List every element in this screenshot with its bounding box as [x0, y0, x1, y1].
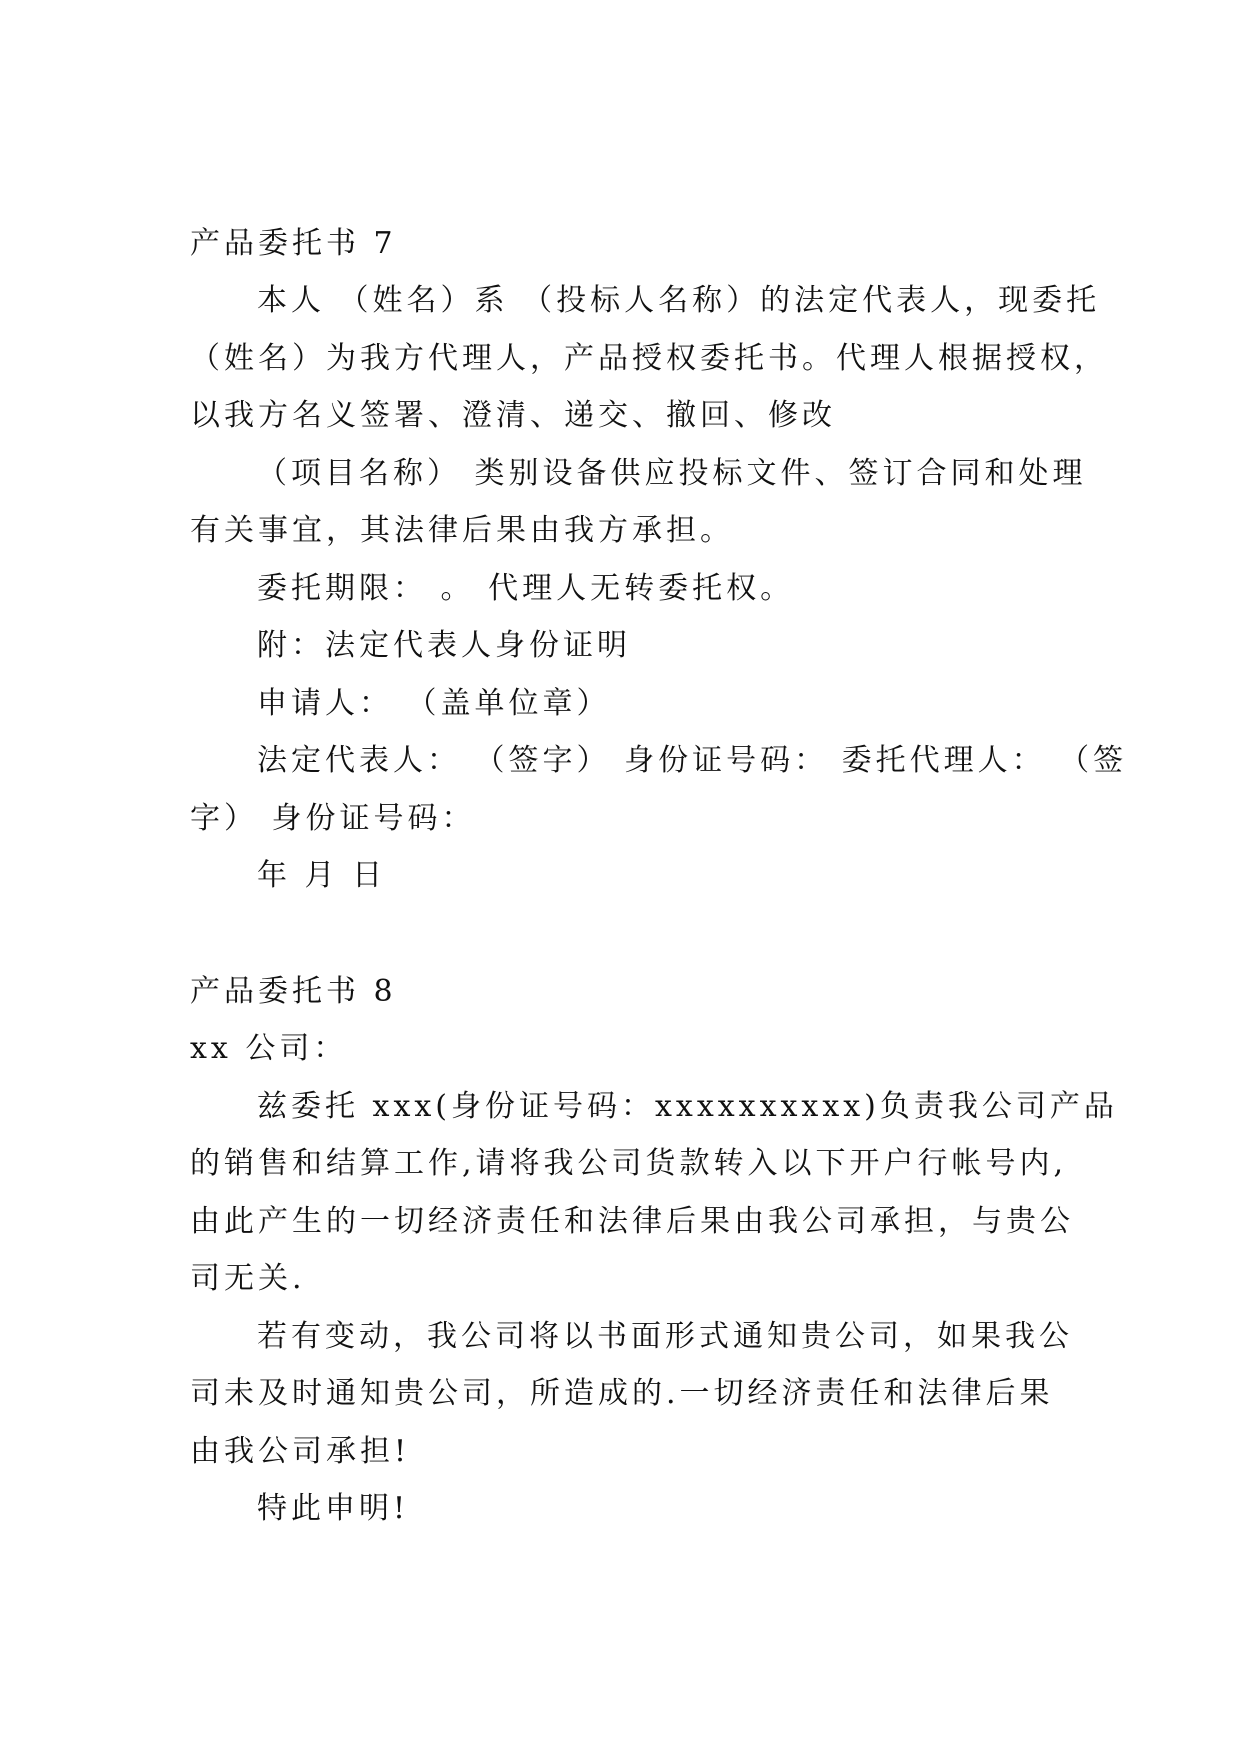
paragraph-line: 以我方名义签署、澄清、递交、撤回、修改	[190, 398, 836, 433]
paragraph-line: 有关事宜，其法律后果由我方承担。	[190, 513, 734, 548]
paragraph-line: 委托期限： 。 代理人无转委托权。	[257, 571, 795, 606]
paragraph-line: 兹委托 xxx(身份证号码：xxxxxxxxxx)负责我公司产品	[257, 1089, 1118, 1124]
paragraph-line: 本人 （姓名）系 （投标人名称）的法定代表人，现委托	[257, 283, 1101, 318]
paragraph-line: 由我公司承担!	[190, 1434, 411, 1469]
paragraph-line: 申请人： （盖单位章）	[257, 686, 611, 721]
paragraph-line: （项目名称） 类别设备供应投标文件、签订合同和处理	[257, 456, 1087, 491]
paragraph-line: 司未及时通知贵公司，所造成的.一切经济责任和法律后果	[190, 1376, 1054, 1411]
paragraph-line: 由此产生的一切经济责任和法律后果由我公司承担，与贵公	[190, 1204, 1074, 1239]
closing-line: 特此申明!	[257, 1491, 410, 1526]
paragraph-line: 的销售和结算工作,请将我公司货款转入以下开户行帐号内,	[190, 1146, 1068, 1181]
section-title: 产品委托书 8	[190, 974, 397, 1009]
paragraph-line: 法定代表人： （签字） 身份证号码： 委托代理人： （签	[257, 743, 1128, 778]
paragraph-line: 字） 身份证号码：	[190, 801, 476, 836]
paragraph-line: 若有变动，我公司将以书面形式通知贵公司，如果我公	[257, 1319, 1073, 1354]
addressee-line: xx 公司：	[190, 1031, 348, 1066]
paragraph-line: （姓名）为我方代理人，产品授权委托书。代理人根据授权，	[190, 341, 1108, 376]
paragraph-line: 司无关.	[190, 1261, 306, 1296]
paragraph-line: 附：法定代表人身份证明	[257, 628, 631, 663]
date-line: 年 月 日	[257, 858, 387, 893]
section-title: 产品委托书 7	[190, 226, 397, 261]
